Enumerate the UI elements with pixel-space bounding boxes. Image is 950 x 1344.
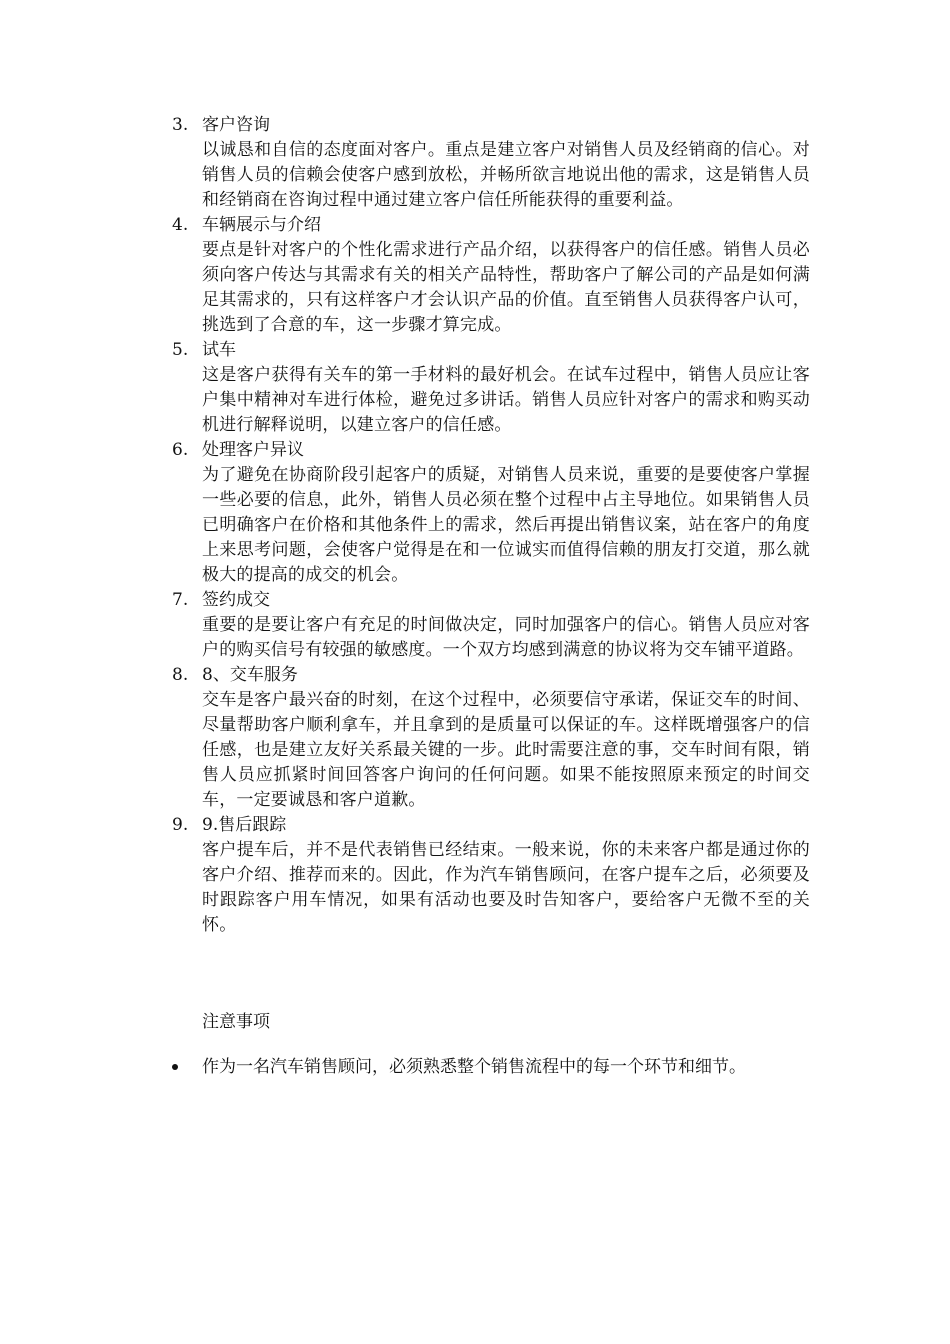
item-title: 9.售后跟踪 <box>202 815 287 835</box>
item-title: 8、交车服务 <box>202 665 298 685</box>
item-number: 9. <box>172 815 189 835</box>
bullet-dot-icon <box>172 1064 178 1070</box>
item-number: 4. <box>172 215 189 235</box>
item-title: 客户咨询 <box>202 115 270 135</box>
item-body: 要点是针对客户的个性化需求进行产品介绍，以获得客户的信任感。销售人员必须向客户传达与其需求有关的相关产品特性，帮助客户了解公司的产品是如何满足其需求的，只有这样客户才会认识产品的价值。直至销售人员获得客户认可，挑选到了合意的车，这一步骤才算完成。 <box>202 240 810 335</box>
sales-process-list <box>172 113 812 938</box>
item-body: 为了避免在协商阶段引起客户的质疑，对销售人员来说，重要的是要使客户掌握一些必要的信息，此外，销售人员必须在整个过程中占主导地位。如果销售人员已明确客户在价格和其他条件上的需求，然后再提出销售议案，站在客户的角度上来思考问题，会使客户觉得是在和一位诚实而值得信赖的朋友打交道，那么就极大的提高的成交的机会。 <box>202 465 810 585</box>
item-number: 3. <box>172 115 189 135</box>
list-item <box>172 813 812 938</box>
item-number: 6. <box>172 440 189 460</box>
notes-title: 注意事项 <box>202 1012 270 1032</box>
item-body: 交车是客户最兴奋的时刻，在这个过程中，必须要信守承诺，保证交车的时间、尽量帮助客户顺利拿车，并且拿到的是质量可以保证的车。这样既增强客户的信任感，也是建立友好关系最关键的一步。此时需要注意的事，交车时间有限，销售人员应抓紧时间回答客户询问的任何问题。如果不能按照原来预定的时间交车，一定要诚恳和客户道歉。 <box>202 690 810 810</box>
item-body: 以诚恳和自信的态度面对客户。重点是建立客户对销售人员及经销商的信心。对销售人员的信赖会使客户感到放松，并畅所欲言地说出他的需求，这是销售人员和经销商在咨询过程中通过建立客户信任所能获得的重要利益。 <box>202 140 810 210</box>
item-title: 签约成交 <box>202 590 270 610</box>
item-title: 处理客户异议 <box>202 440 304 460</box>
item-body: 这是客户获得有关车的第一手材料的最好机会。在试车过程中，销售人员应让客户集中精神对车进行体检，避免过多讲话。销售人员应针对客户的需求和购买动机进行解释说明，以建立客户的信任感。 <box>202 365 810 435</box>
item-body: 客户提车后，并不是代表销售已经结束。一般来说，你的未来客户都是通过你的客户介绍、推荐而来的。因此，作为汽车销售顾问，在客户提车之后，必须要及时跟踪客户用车情况，如果有活动也要及时告知客户，要给客户无微不至的关怀。 <box>202 840 810 935</box>
notes-bullet-item <box>172 1055 822 1081</box>
item-number: 7. <box>172 590 189 610</box>
item-body: 重要的是要让客户有充足的时间做决定，同时加强客户的信心。销售人员应对客户的购买信号有较强的敏感度。一个双方均感到满意的协议将为交车铺平道路。 <box>202 615 810 660</box>
item-number: 8. <box>172 665 189 685</box>
list-item <box>172 438 812 588</box>
list-item <box>172 338 812 438</box>
list-item <box>172 113 812 213</box>
list-item <box>172 663 812 813</box>
item-number: 5. <box>172 340 189 360</box>
item-title: 车辆展示与介绍 <box>202 215 321 235</box>
list-item <box>172 588 812 663</box>
item-title: 试车 <box>202 340 236 360</box>
bullet-text: 作为一名汽车销售顾问，必须熟悉整个销售流程中的每一个环节和细节。 <box>202 1057 746 1077</box>
list-item <box>172 213 812 338</box>
